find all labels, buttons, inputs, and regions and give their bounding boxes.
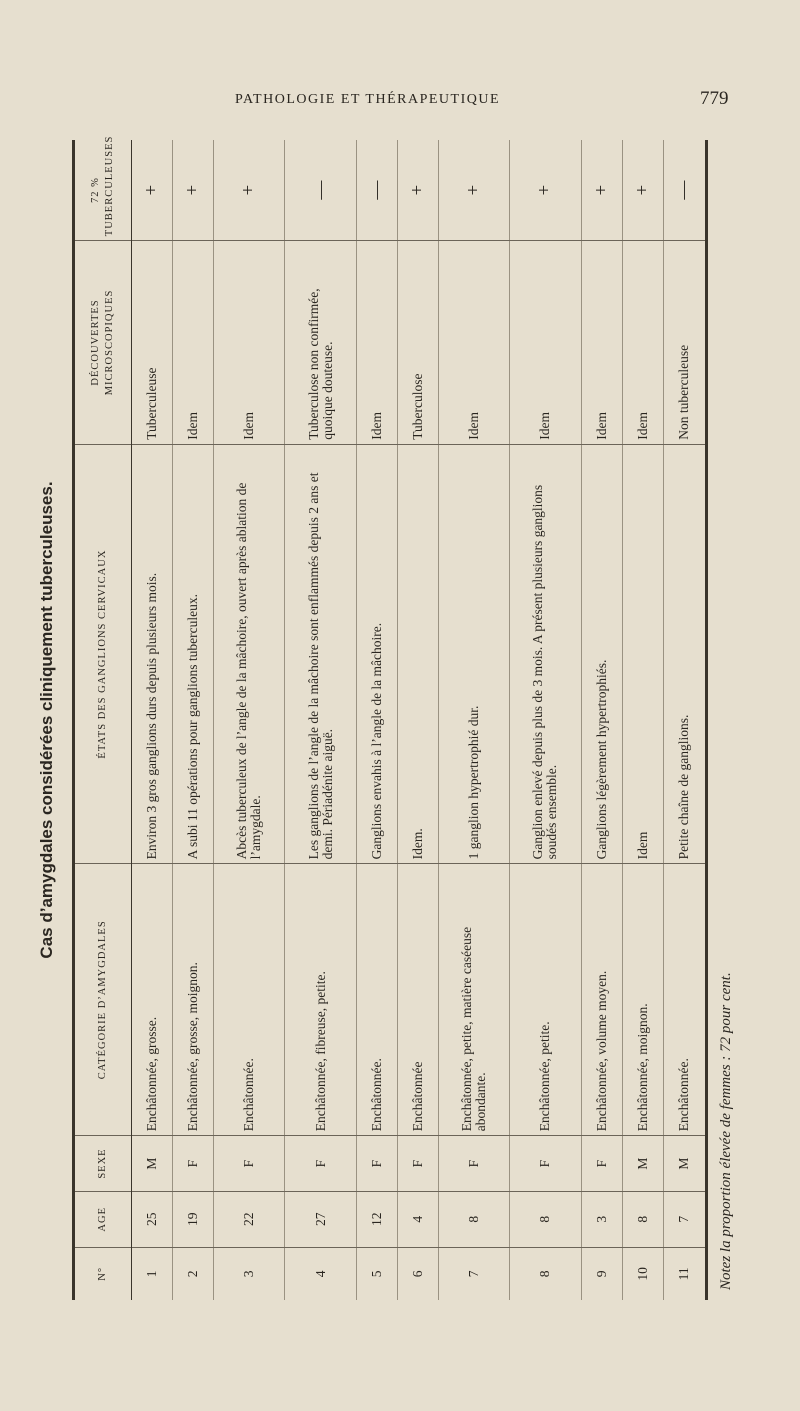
cell-tub: —	[285, 140, 356, 241]
table-row	[285, 140, 356, 1300]
table-row	[397, 140, 438, 1300]
cell-age: 3	[581, 1191, 622, 1247]
cell-tub: +	[173, 140, 214, 241]
cell-category: Enchâtonnée.	[356, 864, 397, 1136]
column-header-discoveries: DÉCOUVERTES MICROSCOPIQUES	[74, 241, 132, 445]
cell-ganglions: Ganglions légèrement hypertrophiés.	[581, 444, 622, 864]
column-header-sex: SEXE	[74, 1136, 132, 1192]
table-row	[510, 140, 581, 1300]
cell-sex: F	[397, 1136, 438, 1192]
page-number: 779	[700, 88, 729, 109]
column-header-tuberculous: 72 % TUBERCULEUSES	[74, 140, 132, 241]
cell-discovery: Tuberculose	[397, 241, 438, 445]
cell-tub: +	[510, 140, 581, 241]
cell-tub: +	[622, 140, 663, 241]
cell-no: 1	[132, 1247, 173, 1300]
rotated-table-block	[30, 135, 745, 1300]
cell-ganglions: Idem	[622, 444, 663, 864]
cell-category: Enchâtonnée, petite.	[510, 864, 581, 1136]
cell-age: 19	[173, 1191, 214, 1247]
cell-no: 5	[356, 1247, 397, 1300]
cell-sex: F	[510, 1136, 581, 1192]
cell-tub: —	[663, 140, 706, 241]
cell-ganglions: Idem.	[397, 444, 438, 864]
column-header-category: CATÉGORIE D’AMYGDALES	[74, 864, 132, 1136]
cell-sex: F	[214, 1136, 285, 1192]
cell-tub: +	[397, 140, 438, 241]
table-row	[173, 140, 214, 1300]
cell-discovery: Tuberculose non confirmée, quoique douteuse.	[285, 241, 356, 445]
cell-sex: M	[663, 1136, 706, 1192]
cell-category: Enchâtonnée	[397, 864, 438, 1136]
table-row	[214, 140, 285, 1300]
table-title: Cas d’amygdales considérées cliniquement tuberculeuses.	[37, 481, 56, 959]
cell-ganglions: Abcès tuberculeux de l’angle de la mâchoire, ouvert après ablation de l’amygdale.	[214, 444, 285, 864]
cell-age: 12	[356, 1191, 397, 1247]
column-header-age: AGE	[74, 1191, 132, 1247]
cell-no: 2	[173, 1247, 214, 1300]
cell-no: 10	[622, 1247, 663, 1300]
cell-discovery: Idem	[510, 241, 581, 445]
cell-ganglions: Ganglions envahis à l’angle de la mâchoire.	[356, 444, 397, 864]
cell-sex: F	[173, 1136, 214, 1192]
cell-discovery: Idem	[356, 241, 397, 445]
cell-age: 8	[622, 1191, 663, 1247]
cell-discovery: Tuberculeuse	[132, 241, 173, 445]
cell-no: 6	[397, 1247, 438, 1300]
cell-ganglions: Petite chaîne de ganglions.	[663, 444, 706, 864]
table-row	[581, 140, 622, 1300]
cell-sex: F	[356, 1136, 397, 1192]
cell-discovery: Idem	[622, 241, 663, 445]
cell-category: Enchâtonnée, grosse, moignon.	[173, 864, 214, 1136]
cell-discovery: Idem	[214, 241, 285, 445]
running-head: PATHOLOGIE ET THÉRAPEUTIQUE	[235, 92, 501, 107]
cell-tub: +	[438, 140, 509, 241]
cell-discovery: Idem	[438, 241, 509, 445]
cell-age: 22	[214, 1191, 285, 1247]
cell-no: 11	[663, 1247, 706, 1300]
cell-category: Enchâtonnée.	[214, 864, 285, 1136]
cell-category: Enchâtonnée, moignon.	[622, 864, 663, 1136]
cell-tub: +	[581, 140, 622, 241]
table-row	[356, 140, 397, 1300]
column-header-ganglions: ÉTATS DES GANGLIONS CERVICAUX	[74, 444, 132, 864]
cell-ganglions: Ganglion enlevé depuis plus de 3 mois. A présent plusieurs ganglions soudés ensemble.	[510, 444, 581, 864]
column-header-no: N°	[74, 1247, 132, 1300]
cell-no: 9	[581, 1247, 622, 1300]
cell-sex: F	[581, 1136, 622, 1192]
cell-age: 8	[438, 1191, 509, 1247]
table-row	[622, 140, 663, 1300]
cases-table	[72, 135, 708, 1300]
cell-no: 3	[214, 1247, 285, 1300]
cell-tub: +	[132, 140, 173, 241]
cell-age: 4	[397, 1191, 438, 1247]
cell-category: Enchâtonnée, grosse.	[132, 864, 173, 1136]
cell-age: 25	[132, 1191, 173, 1247]
footnote: Notez la proportion élevée de femmes : 72 pour cent.	[718, 972, 734, 1290]
cell-age: 7	[663, 1191, 706, 1247]
cell-sex: F	[438, 1136, 509, 1192]
table-row	[132, 140, 173, 1300]
table-row	[438, 140, 509, 1300]
page-header	[0, 88, 800, 118]
cell-no: 4	[285, 1247, 356, 1300]
cell-category: Enchâtonnée.	[663, 864, 706, 1136]
cell-no: 7	[438, 1247, 509, 1300]
cell-ganglions: 1 ganglion hypertrophié dur.	[438, 444, 509, 864]
cell-tub: +	[214, 140, 285, 241]
cell-category: Enchâtonnée, volume moyen.	[581, 864, 622, 1136]
cell-discovery: Idem	[581, 241, 622, 445]
table-row	[663, 140, 706, 1300]
cell-no: 8	[510, 1247, 581, 1300]
cell-ganglions: A subi 11 opérations pour ganglions tuberculeux.	[173, 444, 214, 864]
cell-age: 27	[285, 1191, 356, 1247]
cell-category: Enchâtonnée, fibreuse, petite.	[285, 864, 356, 1136]
cell-discovery: Idem	[173, 241, 214, 445]
cell-ganglions: Les ganglions de l’angle de la mâchoire sont enflammés depuis 2 ans et demi. Périadénite aiguë.	[285, 444, 356, 864]
cell-age: 8	[510, 1191, 581, 1247]
cell-sex: M	[622, 1136, 663, 1192]
table-header-row	[74, 140, 132, 1300]
cell-sex: M	[132, 1136, 173, 1192]
cell-category: Enchâtonnée, petite, matière caséeuse abondante.	[438, 864, 509, 1136]
cell-ganglions: Environ 3 gros ganglions durs depuis plusieurs mois.	[132, 444, 173, 864]
cell-discovery: Non tuberculeuse	[663, 241, 706, 445]
cell-tub: —	[356, 140, 397, 241]
cell-sex: F	[285, 1136, 356, 1192]
